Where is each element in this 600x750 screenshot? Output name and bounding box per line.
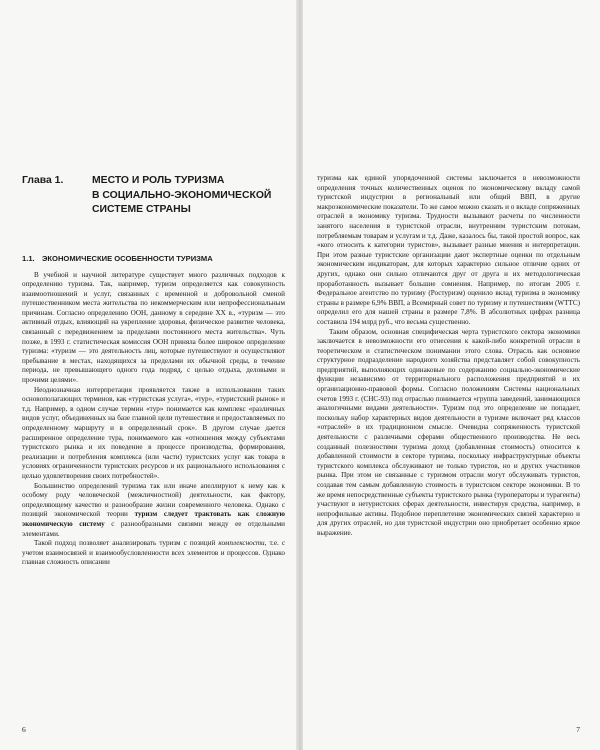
chapter-heading <box>22 174 285 218</box>
chapter-title-line: МЕСТО И РОЛЬ ТУРИЗМА <box>92 175 225 186</box>
paragraph <box>22 482 285 540</box>
right-page <box>303 0 600 750</box>
paragraph-text: Такой подход позволяет анализировать туризм с позиций <box>34 539 219 548</box>
paragraph: В учебной и научной литературе существует много различных подходов к определению туризма. Так, например, туризм определяется как совокупность взаимоотношений и услуг, связанных с временной и добровольной сменой путешественником места жительства по некоммерческим или непрофессиональным причинам. Согласно определению ООН, данному в середине XX в., «туризм — это активный отдых, влияющий на укрепление здоровья, физическое развитие человека, связанный с передвижением за пределами постоянного места жительства». Чуть позже, в 1993 г. статистическая комиссия ООН приняла более широкое определение туризма: «туризм — это деятельность лиц, которые путешествуют и осуществляют пребывание в местах, находящихся за пределами их обычной среды, в течение периода, не превышающего одного года подряд, с целью отдыха, деловыми и прочими целями». <box>22 270 285 385</box>
paragraph: туризма как единой упорядоченной системы заключается в невозможности определения точных количественных оценок по экономическому вкладу самой туристской индустрии в региональный или общий ВВП, в другие макроэкономические показатели. То же самое можно сказать и о вкладе сопряженных отраслей в экономику туризма. Трудности вызывают расчеты по численности занятого населения в туристской отрасли, внутренним туристским потокам, потребляемым товарам и услугам и т.д. Даже, казалось бы, такой простой вопрос, как «кого относить к категории туристов», вызывает разные мнения и интерпретации. При этом разные туристские организации дают экспертные оценки по отдельным экономическим индикаторам, для которых характерно сильное отличие одних от других, однако они сильно отличаются друг от друга и их методологическая проработанность вызывает большие сомнения. Например, по итогам 2005 г. Федеральное агентство по туризму (Ростуризм) оценило вклад туризма в экономику страны в размере 6,9% ВВП, а Всемирный совет по туризму и путешествиям (WTTC) определил его для нашей страны в размере 7,8%. В абсолютных цифрах разница составила 194 млрд руб., что весьма существенно. <box>317 174 580 326</box>
chapter-title-line: В СОЦИАЛЬНО-ЭКОНОМИЧЕСКОЙ <box>92 189 272 201</box>
section-title: ЭКОНОМИЧЕСКИЕ ОСОБЕННОСТИ ТУРИЗМА <box>42 253 213 263</box>
paragraph-text: , т.е. с учетом взаимосвязей и взаимообусловленности всех элементов и процессов. Однако главная сложность описании <box>22 539 285 567</box>
italic-term: комплексности <box>218 539 265 548</box>
left-page <box>0 0 297 750</box>
paragraph-text: Большинство определений туризма так или иначе апеллируют к нему как к особому роду человеческой (межличностной) деятельности, как фактору, определяющему качество и разнообразие жизни современного человека. Однако с позиций экономической теории <box>22 481 285 519</box>
paragraph: Таким образом, основная специфическая черта туристского сектора экономики заключается в невозможности его отнесения к какой-либо конкретной отрасли в теоретическом и статистическом понимании этого слова. Отрасль как основное структурное подразделение народного хозяйства представляет собой совокупность предприятий, выполняющих одинаковые по содержанию социально-экономические функции независимо от территориального расположения предприятий и их организационно-правовой формы. Согласно положениям Системы национальных счетов 1993 г. (СНС-93) под отраслью понимается «группа заведений, занимающихся аналогичными видами деятельности». Туризм под это определение не попадает, поскольку набор характерных видов деятельности в туризме включает ряд классов «отраслей» в их традиционном смысле. Очевидна сопряженность туристской деятельности с различными сферами общественного производства. Не весь созданный полезностями туризма доход (добавленная стоимость) относится к добавленной стоимости в секторе туризма, поскольку инфраструктурные объекты туристского комплекса обслуживают не только туристов, но и других участников рынка. При этом не связанные с туризмом отрасли могут обслуживать туристов, создавая тем самым добавленную стоимость в туристском секторе экономики. В то же время непосредственные субъекты туристского рынка (туроператоры и турагенты) участвуют в нетуристских сферах деятельности, инвестируя средства, например, в непрофильные активы. Подобное переплетение экономических связей характерно и для других отраслей, но для туристской индустрии оно приобретает особенно яркое выражение. <box>317 327 580 537</box>
chapter-label: Глава 1. <box>22 175 64 186</box>
section-number: 1.1. <box>22 253 35 263</box>
chapter-title-line: СИСТЕМЕ СТРАНЫ <box>92 204 191 215</box>
paragraph <box>22 539 285 568</box>
bold-phrase: туризм следует трактовать как сложную экономическую систему <box>22 510 286 528</box>
page-number: 6 <box>22 725 26 734</box>
chapter-title <box>92 174 271 218</box>
section-heading <box>22 254 285 263</box>
paragraph: Неоднозначная интерпретация проявляется также в использовании таких основополагающих терминов, как «туристская услуга», «тур», «туристский рынок» и т.д. Например, в одном случае термин «тур» понимается как комплекс «различных видов услуг, объединенных на базе главной цели путешествия и предоставляемых по определенному маршруту и в определенный срок». В другом случае дается расширенное определение тура, понимаемого как «отношения между субъектами туристского рынка и их поведение в процессе производства, формирования, реализации и потребления комплекса (или части) туристских услуг как товара в условиях ограниченности туристских ресурсов и их рационального использования с целью удовлетворения своих потребностей». <box>22 385 285 480</box>
paragraph-text: с разнообразными связями между ее отдельными элементами. <box>22 519 286 538</box>
page-number: 7 <box>576 725 580 734</box>
